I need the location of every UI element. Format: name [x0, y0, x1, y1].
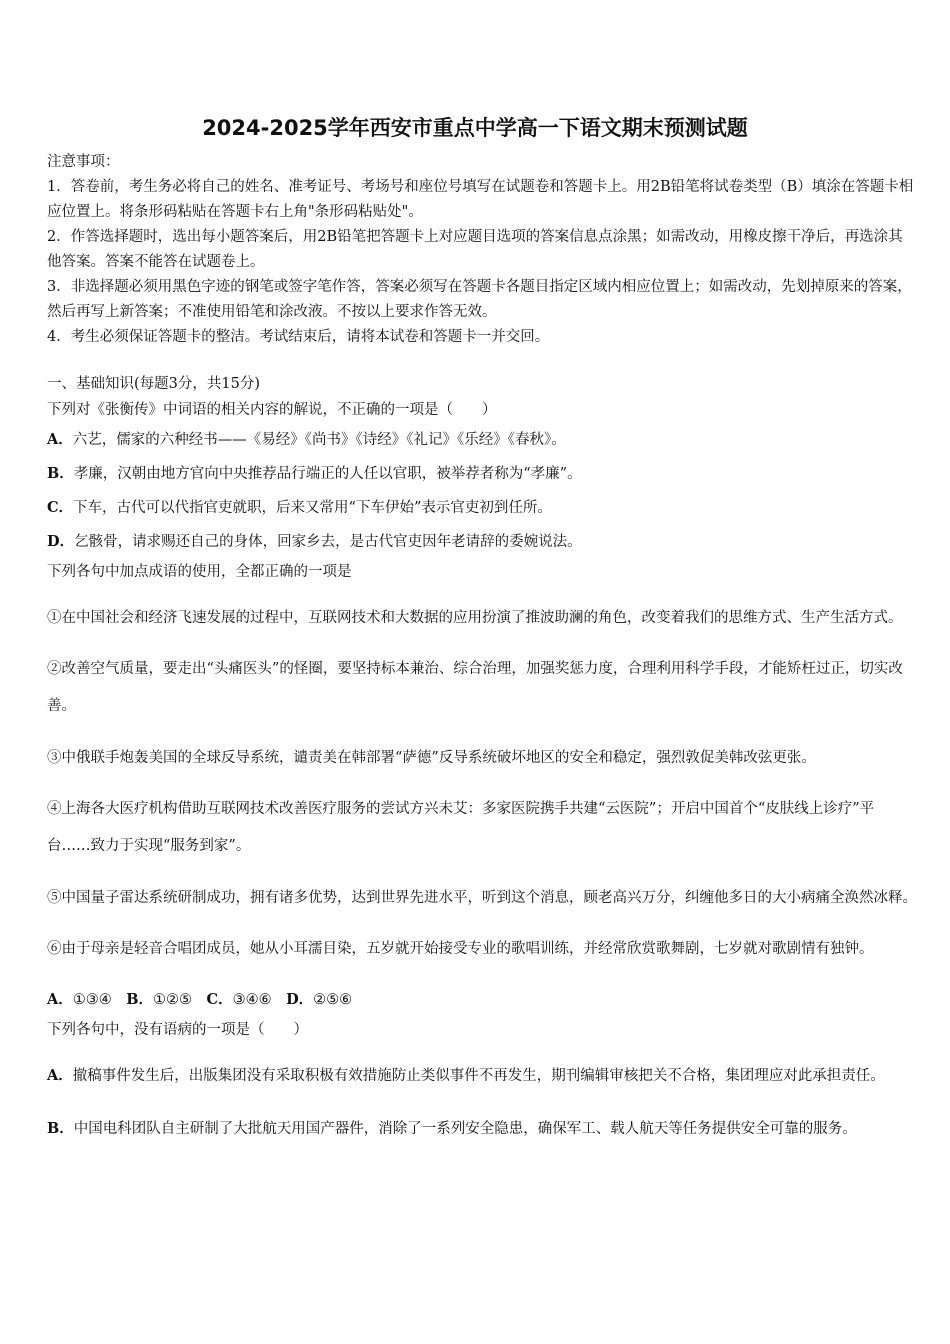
question-1-option-c [47, 491, 917, 525]
option-text: 下车，古代可以代指官吏就职，后来又常用“下车伊始”表示官吏初到任所。 [73, 500, 552, 516]
question-2-sentence-3: ③中俄联手炮轰美国的全球反导系统，谴责美在韩部署“萨德”反导系统破坏地区的安全和稳定，强烈敦促美韩改弦更张。 [47, 749, 816, 766]
choice-label: B． [126, 990, 154, 1008]
note-item: 2．作答选择题时，选出每小题答案后，用2B铅笔把答题卡上对应题目选项的答案信息点涂黑；如需改动，用橡皮擦干净后，再选涂其他答案。答案不能答在试题卷上。 [47, 229, 903, 270]
question-2-sentence-2: ②改善空气质量，要走出“头痛医头”的怪圈，要坚持标本兼治、综合治理，加强奖惩力度，合理利用科学手段，才能矫枉过正，切实改善。 [47, 661, 903, 714]
choice-text: ②⑤⑥ [313, 991, 353, 1008]
note-item: 4．考生必须保证答题卡的整洁。考试结束后，请将本试卷和答题卡一并交回。 [47, 329, 550, 345]
choice-label: D． [286, 990, 314, 1008]
choice-label: C． [206, 990, 233, 1008]
section-basic-knowledge [47, 372, 917, 1162]
option-label: D． [47, 533, 75, 550]
question-1-option-d [47, 525, 917, 559]
choice-text: ①③④ [72, 991, 112, 1008]
option-label: C． [47, 499, 74, 516]
choice-text: ①②⑤ [153, 991, 193, 1008]
question-3-option-a [47, 1057, 917, 1095]
question-2-stem: 下列各句中加点成语的使用，全都正确的一项是 [47, 564, 352, 580]
question-3-stem: 下列各句中，没有语病的一项是（ ） [47, 1021, 308, 1038]
question-1-stem: 下列对《张衡传》中词语的相关内容的解说，不正确的一项是（ ） [47, 402, 497, 418]
choice-text: ③④⑥ [232, 991, 272, 1008]
note-item: 3．非选择题必须用黑色字迹的钢笔或签字笔作答，答案必须写在答题卡各题目指定区域内相应位置上；如需改动，先划掉原来的答案，然后再写上新答案；不准使用铅笔和涂改液。不按以上要求作答无效。 [47, 279, 912, 320]
question-2-sentence-1: ①在中国社会和经济飞速发展的过程中，互联网技术和大数据的应用扮演了推波助澜的角色，改变着我们的思维方式、生产生活方式。 [47, 609, 903, 626]
notes-block [47, 150, 917, 350]
question-2-choices [47, 983, 917, 1017]
question-2-sentence-6: ⑥由于母亲是轻音合唱团成员，她从小耳濡目染，五岁就开始接受专业的歌唱训练，并经常欣赏歌舞剧，七岁就对歌剧情有独钟。 [47, 941, 874, 957]
option-label: A． [47, 1067, 73, 1084]
question-2-sentence-5: ⑤中国量子雷达系统研制成功，拥有诸多优势，达到世界先进水平，听到这个消息，顾老高兴万分，纠缠他多日的大小病痛全涣然冰释。 [47, 889, 917, 906]
question-1-option-b [47, 457, 917, 491]
option-text: 孝廉，汉朝由地方官向中央推荐品行端正的人任以官职，被举荐者称为“孝廉”。 [73, 466, 582, 482]
question-2-sentence-4: ④上海各大医疗机构借助互联网技术改善医疗服务的尝试方兴未艾：多家医院携手共建“云医院”；开启中国首个“皮肤线上诊疗”平台……致力于实现“服务到家”。 [47, 801, 875, 854]
option-text: 乞骸骨，请求赐还自己的身体，回家乡去，是古代官吏因年老请辞的委婉说法。 [74, 534, 582, 550]
notes-heading: 注意事项： [47, 154, 120, 170]
section-heading: 一、基础知识(每题3分，共15分) [47, 376, 260, 392]
question-1-option-a [47, 423, 917, 457]
note-item: 1．答卷前，考生务必将自己的姓名、准考证号、考场号和座位号填写在试题卷和答题卡上。用2B铅笔将试卷类型（B）填涂在答题卡相应位置上。将条形码粘贴在答题卡右上角"条形码粘贴处"。 [47, 179, 914, 220]
option-text: 中国电科团队自主研制了大批航天用国产器件，消除了一系列安全隐患，确保军工、载人航天等任务提供安全可靠的服务。 [73, 1120, 857, 1137]
option-label: B． [47, 465, 74, 482]
option-label: A． [47, 431, 73, 448]
question-3-option-b [47, 1110, 917, 1148]
choice-label: A． [47, 990, 73, 1008]
option-text: 六艺，儒家的六种经书——《易经》《尚书》《诗经》《礼记》《乐经》《春秋》。 [72, 432, 566, 448]
option-text: 撤稿事件发生后，出版集团没有采取积极有效措施防止类似事件不再发生，期刊编辑审核把关不合格，集团理应对此承担责任。 [72, 1068, 885, 1084]
option-label: B． [47, 1119, 74, 1137]
page-title: 2024-2025学年西安市重点中学高一下语文期末预测试题 [202, 116, 748, 140]
